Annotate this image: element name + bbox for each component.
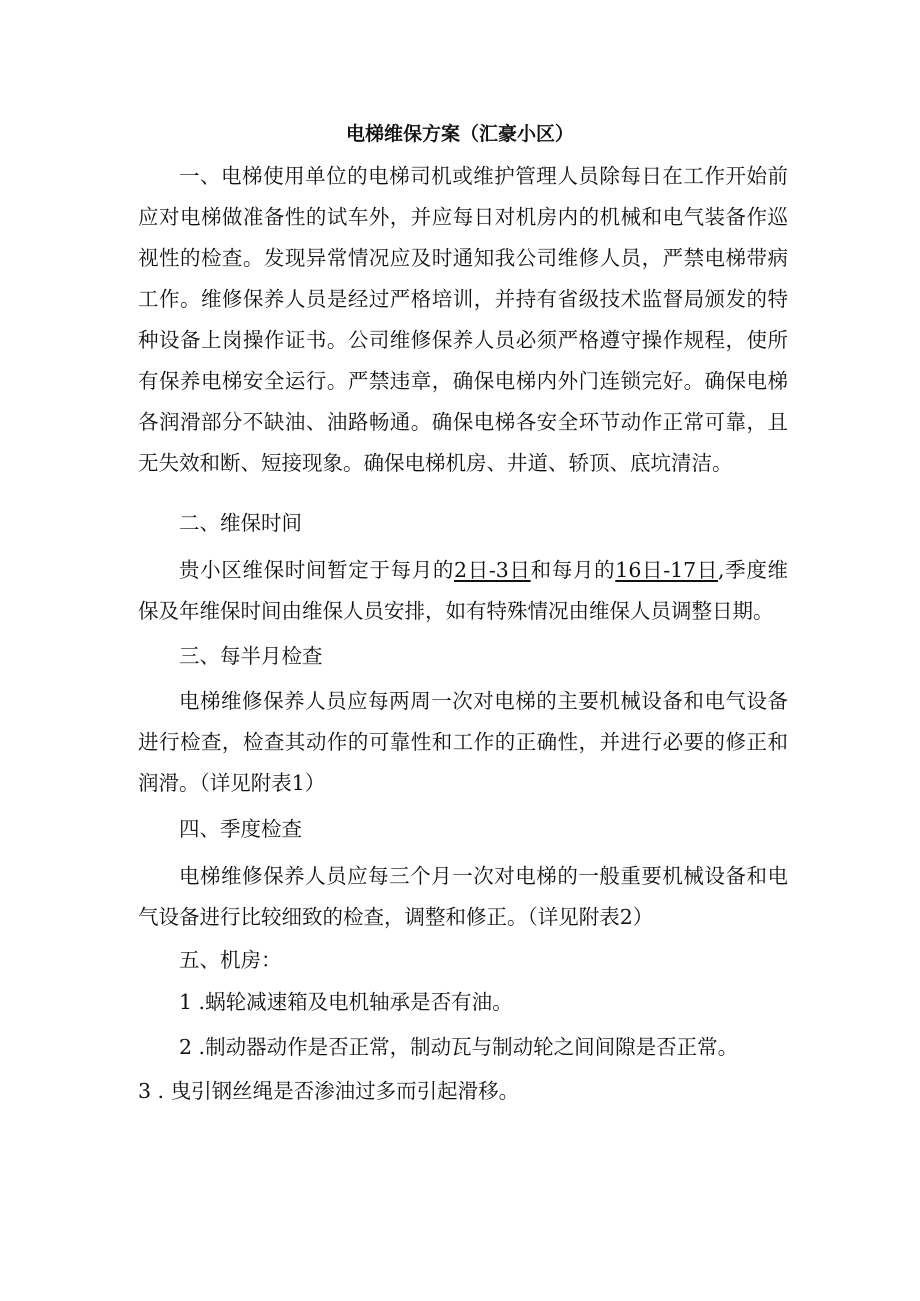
section-4-paragraph: 电梯维修保养人员应每三个月一次对电梯的一般重要机械设备和电气设备进行比较细致的检查，调整和修正。（详见附表2） (138, 864, 788, 929)
section-2-text-part1: 贵小区维保时间暂定于每月的 (179, 558, 455, 582)
section-1-paragraph: 一、电梯使用单位的电梯司机或维护管理人员除每日在工作开始前应对电梯做准备性的试车外，并应每日对机房内的机械和电气装备作巡视性的检查。发现异常情况应及时通知我公司维修人员，严禁电梯带病工作。维修保养人员是经过严格培训，并持有省级技术监督局颁发的特种设备上岗操作证书。公司维修保养人员必须严格遵守操作规程，使所有保养电梯安全运行。严禁违章，确保电梯内外门连锁完好。确保电梯各润滑部分不缺油、油路畅通。确保电梯各安全环节动作正常可靠，且无失效和断、短接现象。确保电梯机房、井道、轿顶、底坑清洁。 (138, 164, 788, 475)
document-title: 电梯维保方案（汇豪小区） (345, 123, 574, 145)
section-3-heading: 三、每半月检查 (179, 644, 323, 668)
machine-room-item-2: 2 .制动器动作是否正常，制动瓦与制动轮之间间隙是否正常。 (179, 1035, 739, 1059)
section-5-heading: 五、机房： (179, 948, 282, 972)
section-2-heading: 二、维保时间 (179, 511, 302, 535)
section-4-heading: 四、季度检查 (179, 817, 302, 841)
section-2-text-part3: ,季度维保及年维保时间由维保人员安排，如有特殊情况由维保人员调整日期。 (138, 558, 788, 623)
machine-room-item-1: 1 .蜗轮减速箱及电机轴承是否有油。 (179, 990, 513, 1014)
machine-room-item-3: 3 . 曳引钢丝绳是否渗油过多而引起滑移。 (138, 1079, 520, 1103)
section-2-paragraph (138, 550, 788, 632)
section-3-paragraph: 电梯维修保养人员应每两周一次对电梯的主要机械设备和电气设备进行检查，检查其动作的可靠性和工作的正确性，并进行必要的修正和润滑。（详见附表1） (138, 689, 788, 795)
maintenance-date-2: 16日-17日 (615, 558, 719, 582)
section-2-text-part2: 和每月的 (530, 558, 616, 582)
maintenance-date-1: 2日-3日 (454, 558, 531, 582)
